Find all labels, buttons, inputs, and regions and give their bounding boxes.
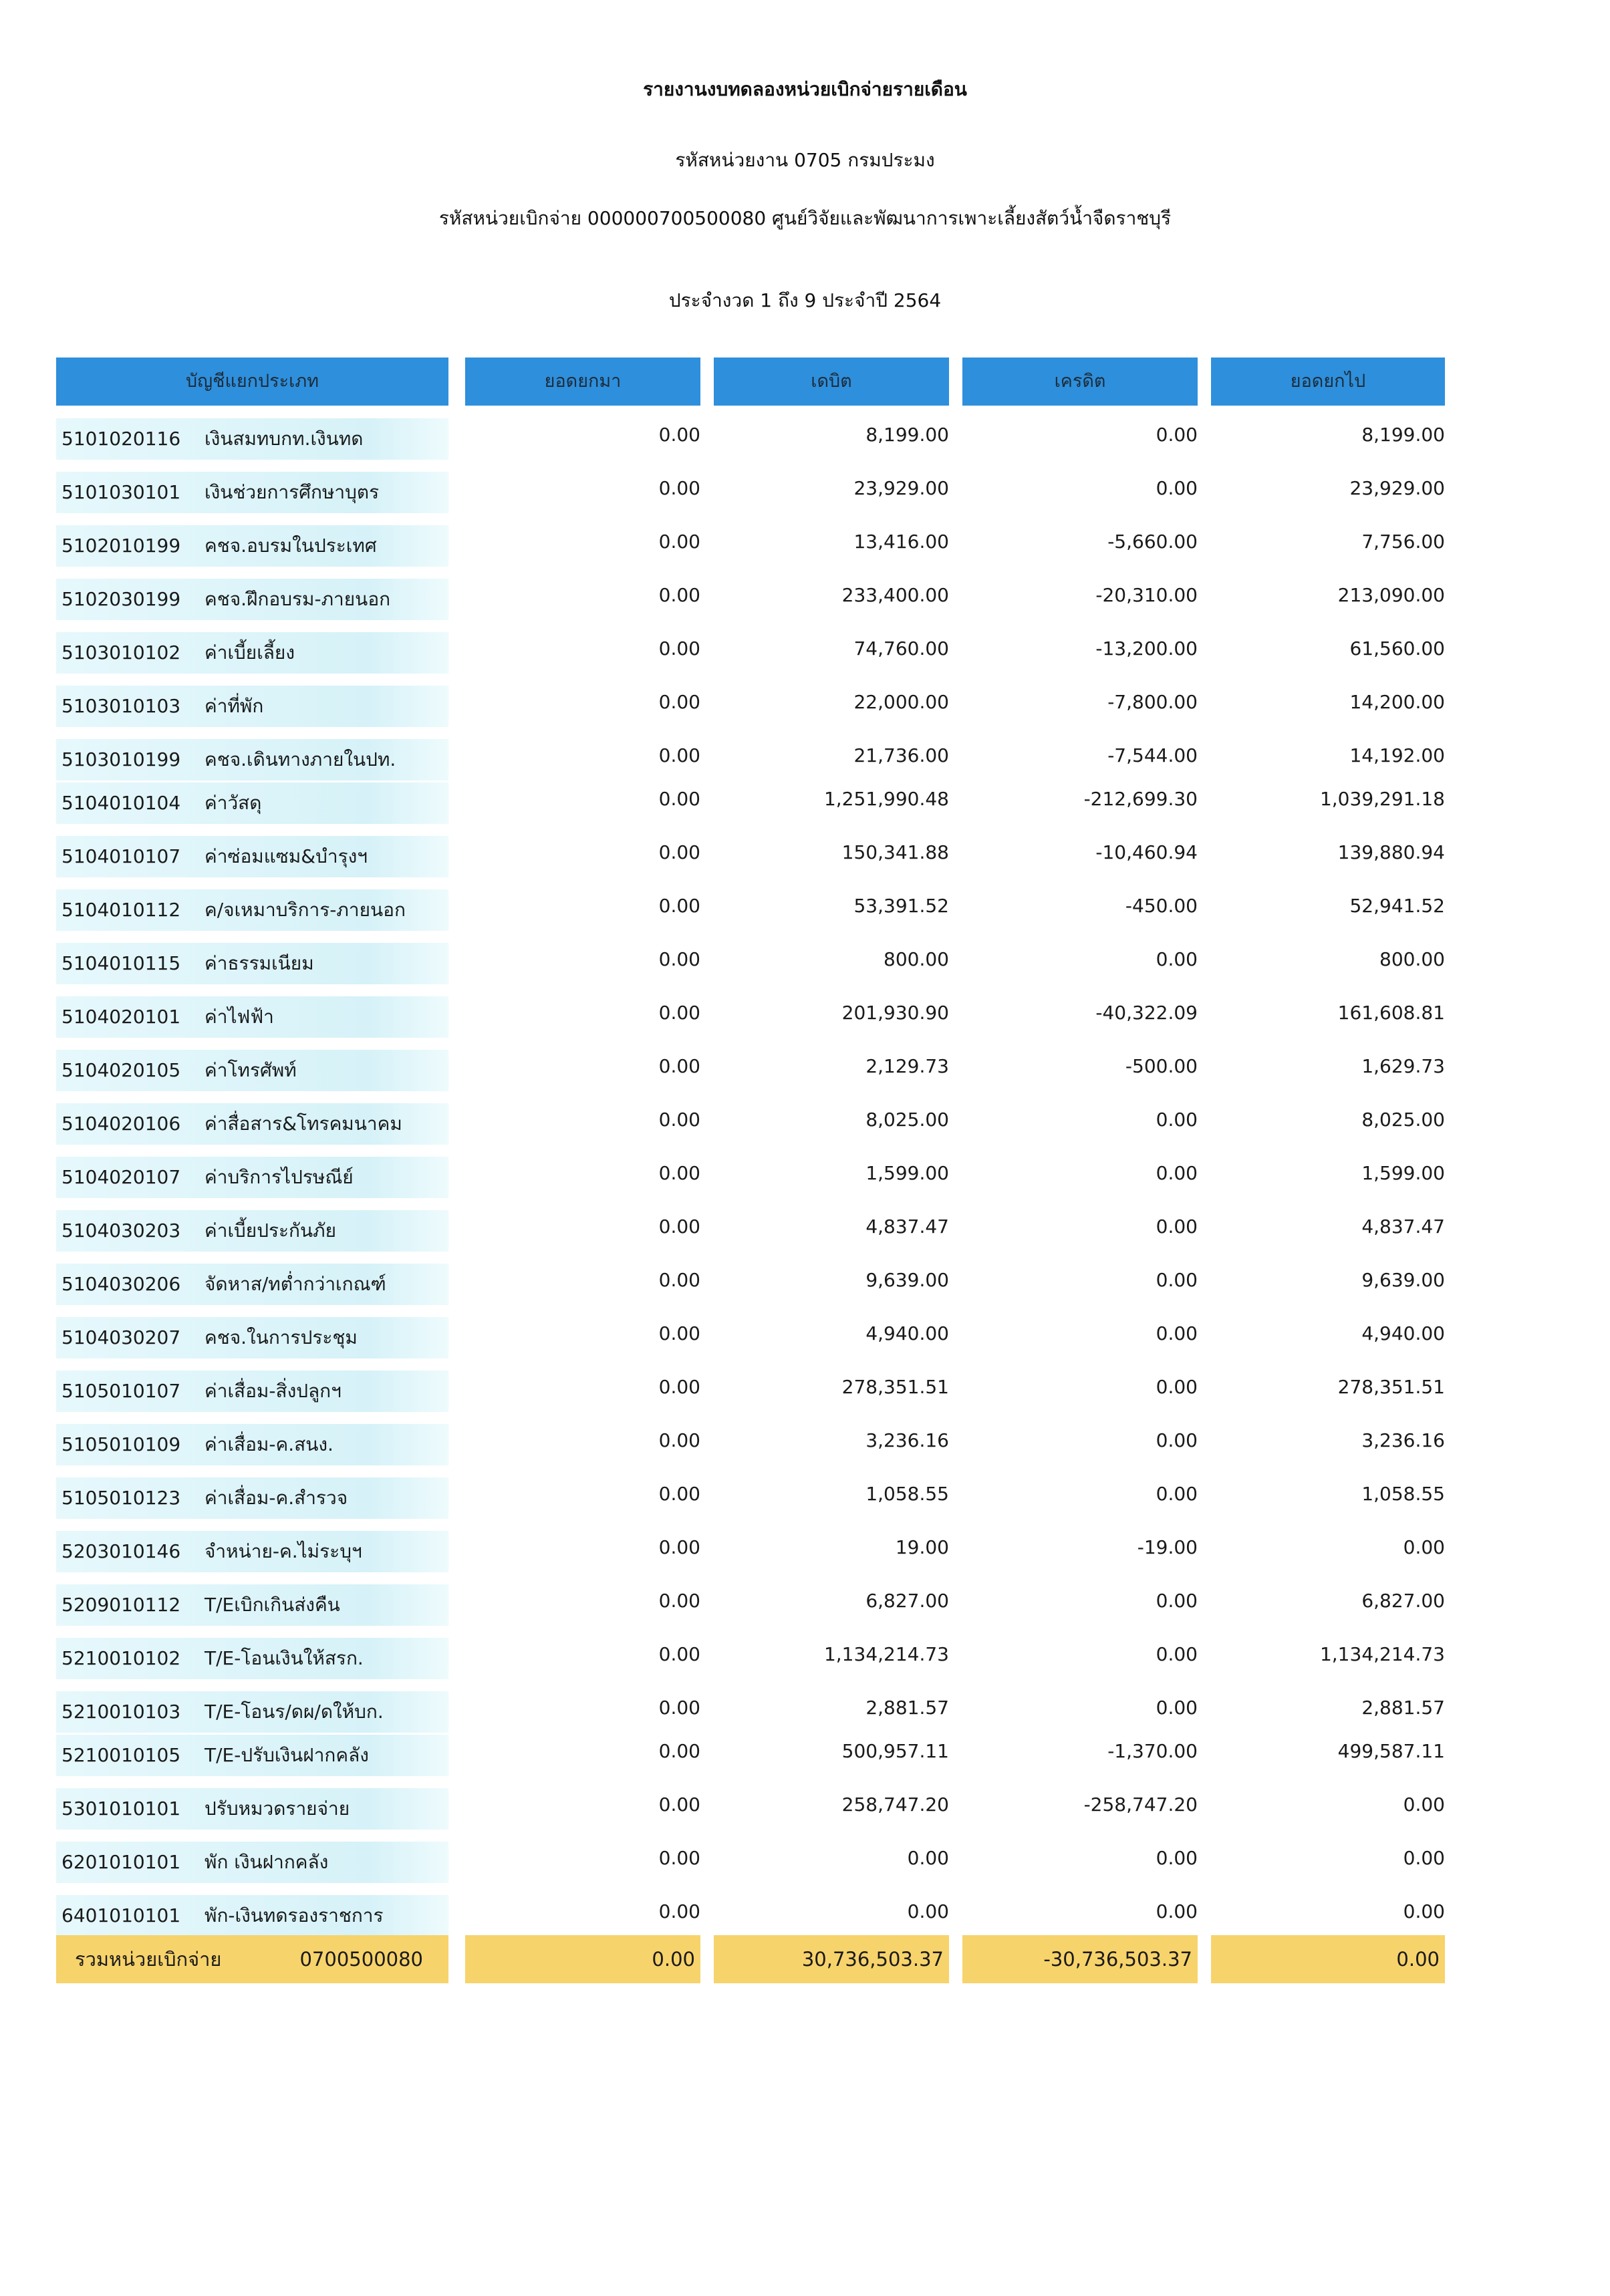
brought-forward-value: 0.00 — [658, 477, 700, 499]
debit-value: 53,391.52 — [853, 895, 949, 917]
account-name: พัก-เงินทดรองราชการ — [205, 1904, 384, 1926]
account-name: ค่าวัสดุ — [205, 792, 262, 814]
debit-value: 0.00 — [907, 1900, 949, 1922]
account-cell — [56, 686, 448, 727]
account-name: ปรับหมวดรายจ่าย — [205, 1798, 350, 1820]
credit-value: 0.00 — [1156, 1322, 1198, 1344]
account-code: 5301010101 — [61, 1798, 181, 1820]
debit-value: 74,760.00 — [853, 637, 949, 660]
debit-value: 258,747.20 — [841, 1793, 949, 1816]
account-name: ค่าธรรมเนียม — [205, 952, 314, 974]
debit-value: 233,400.00 — [841, 584, 949, 606]
brought-forward-value: 0.00 — [658, 1162, 700, 1184]
account-name: ค่าเสื่อม-ค.สำรวจ — [205, 1487, 348, 1509]
debit-value: 201,930.90 — [841, 1002, 949, 1024]
debit-value: 4,940.00 — [865, 1322, 949, 1344]
debit-value: 2,129.73 — [865, 1055, 949, 1077]
credit-value: 0.00 — [1156, 1215, 1198, 1238]
credit-value: -7,544.00 — [1107, 744, 1198, 766]
account-name: คชจ.ฝึกอบรม-ภายนอก — [205, 588, 391, 610]
carried-forward-value: 1,599.00 — [1361, 1162, 1445, 1184]
total-row — [56, 1935, 1448, 1983]
table-row — [56, 1367, 1448, 1413]
brought-forward-value: 0.00 — [658, 1643, 700, 1665]
carried-forward-value: 800.00 — [1379, 948, 1445, 970]
account-name: ค/จเหมาบริการ-ภายนอก — [205, 899, 406, 921]
debit-value: 8,199.00 — [865, 424, 949, 446]
account-code: 5210010105 — [61, 1744, 181, 1766]
carried-forward-value: 0.00 — [1403, 1793, 1445, 1816]
table-row — [56, 1046, 1448, 1093]
brought-forward-value: 0.00 — [658, 1536, 700, 1558]
account-name: T/Eเบิกเกินส่งคืน — [205, 1594, 340, 1616]
account-code: 5101030101 — [61, 481, 181, 503]
account-name: ค่าเบี้ยเลี้ยง — [205, 641, 295, 664]
table-row — [56, 414, 1448, 461]
table-row — [56, 1099, 1448, 1146]
credit-value: 0.00 — [1156, 1376, 1198, 1398]
carried-forward-value: 23,929.00 — [1349, 477, 1445, 499]
table-row — [56, 1634, 1448, 1681]
brought-forward-value: 0.00 — [658, 1002, 700, 1024]
table-header — [56, 357, 1448, 406]
account-code: 5104010112 — [61, 899, 181, 921]
col-header-carried-forward: ยอดยกไป — [1211, 357, 1445, 406]
total-label: รวมหน่วยเบิกจ่าย — [75, 1948, 222, 1971]
account-cell — [56, 525, 448, 567]
debit-value: 8,025.00 — [865, 1109, 949, 1131]
brought-forward-value: 0.00 — [658, 1269, 700, 1291]
credit-value: 0.00 — [1156, 1483, 1198, 1505]
brought-forward-value: 0.00 — [658, 1590, 700, 1612]
table-row — [56, 778, 1448, 825]
account-cell — [56, 1735, 448, 1776]
account-name: ค่าสื่อสาร&โทรคมนาคม — [205, 1113, 402, 1135]
period-line: ประจำงวด 1 ถึง 9 ประจำปี 2564 — [668, 289, 942, 311]
debit-value: 13,416.00 — [853, 531, 949, 553]
account-name: ค่าเสื่อม-ค.สนง. — [205, 1433, 333, 1455]
debit-value: 4,837.47 — [865, 1215, 949, 1238]
account-code: 5102010199 — [61, 535, 181, 557]
table-row — [56, 1313, 1448, 1360]
debit-value: 0.00 — [907, 1847, 949, 1869]
total-carried-forward: 0.00 — [1211, 1935, 1445, 1983]
account-cell — [56, 418, 448, 460]
account-code: 5203010146 — [61, 1540, 181, 1562]
brought-forward-value: 0.00 — [658, 1055, 700, 1077]
brought-forward-value: 0.00 — [658, 841, 700, 863]
debit-value: 19.00 — [895, 1536, 949, 1558]
account-cell — [56, 1103, 448, 1145]
account-name: ค่าไฟฟ้า — [205, 1006, 274, 1028]
account-cell — [56, 996, 448, 1038]
carried-forward-value: 0.00 — [1403, 1847, 1445, 1869]
credit-value: -212,699.30 — [1083, 788, 1198, 810]
debit-value: 21,736.00 — [853, 744, 949, 766]
total-credit: -30,736,503.37 — [962, 1935, 1198, 1983]
table-row — [56, 1687, 1448, 1734]
account-cell — [56, 1317, 448, 1358]
account-code: 5104020107 — [61, 1166, 181, 1188]
account-code: 5104010115 — [61, 952, 181, 974]
credit-value: 0.00 — [1156, 1643, 1198, 1665]
carried-forward-value: 3,236.16 — [1361, 1429, 1445, 1451]
credit-value: 0.00 — [1156, 948, 1198, 970]
brought-forward-value: 0.00 — [658, 1697, 700, 1719]
table-row — [56, 575, 1448, 621]
disbursing-unit-line: รหัสหน่วยเบิกจ่าย 000000700500080 ศูนย์วิจัยและพัฒนาการเพาะเลี้ยงสัตว์น้ำจืดราชบุรี — [438, 207, 1172, 229]
carried-forward-value: 1,134,214.73 — [1319, 1643, 1445, 1665]
table-row — [56, 939, 1448, 986]
account-code: 5210010103 — [61, 1701, 181, 1723]
account-code: 5104030203 — [61, 1219, 181, 1242]
account-name: คชจ.อบรมในประเทศ — [205, 535, 377, 557]
account-name: T/E-โอนเงินให้สรก. — [205, 1647, 364, 1669]
carried-forward-value: 161,608.81 — [1337, 1002, 1445, 1024]
credit-value: -258,747.20 — [1083, 1793, 1198, 1816]
agency-line: รหัสหน่วยงาน 0705 กรมประมง — [675, 149, 935, 171]
credit-value: -10,460.94 — [1095, 841, 1198, 863]
brought-forward-value: 0.00 — [658, 1483, 700, 1505]
debit-value: 6,827.00 — [865, 1590, 949, 1612]
account-name: เงินช่วยการศึกษาบุตร — [205, 481, 380, 503]
credit-value: 0.00 — [1156, 477, 1198, 499]
credit-value: -5,660.00 — [1107, 531, 1198, 553]
account-code: 5210010102 — [61, 1647, 181, 1669]
account-code: 5103010102 — [61, 641, 181, 664]
debit-value: 9,639.00 — [865, 1269, 949, 1291]
debit-value: 278,351.51 — [841, 1376, 949, 1398]
total-code: 0700500080 — [299, 1948, 423, 1971]
brought-forward-value: 0.00 — [658, 637, 700, 660]
credit-value: -1,370.00 — [1107, 1740, 1198, 1762]
account-name: T/E-ปรับเงินฝากคลัง — [205, 1744, 369, 1766]
debit-value: 1,134,214.73 — [823, 1643, 949, 1665]
total-label-cell — [56, 1935, 448, 1983]
debit-value: 1,599.00 — [865, 1162, 949, 1184]
credit-value: -13,200.00 — [1095, 637, 1198, 660]
table-row — [56, 1784, 1448, 1831]
brought-forward-value: 0.00 — [658, 895, 700, 917]
credit-value: 0.00 — [1156, 1269, 1198, 1291]
debit-value: 22,000.00 — [853, 691, 949, 713]
carried-forward-value: 14,200.00 — [1349, 691, 1445, 713]
table-row — [56, 992, 1448, 1039]
table-row — [56, 1473, 1448, 1520]
account-cell — [56, 1584, 448, 1626]
total-debit: 30,736,503.37 — [714, 1935, 949, 1983]
table-row — [56, 1206, 1448, 1253]
account-name: เงินสมทบกท.เงินทด — [205, 428, 364, 450]
table-row — [56, 1838, 1448, 1884]
brought-forward-value: 0.00 — [658, 1109, 700, 1131]
account-code: 5104020101 — [61, 1006, 181, 1028]
credit-value: -450.00 — [1125, 895, 1198, 917]
carried-forward-value: 0.00 — [1403, 1900, 1445, 1922]
account-code: 5102030199 — [61, 588, 181, 610]
account-cell — [56, 1210, 448, 1252]
brought-forward-value: 0.00 — [658, 744, 700, 766]
account-code: 5105010123 — [61, 1487, 181, 1509]
debit-value: 800.00 — [884, 948, 949, 970]
account-code: 5104030207 — [61, 1326, 181, 1348]
table-row — [56, 682, 1448, 728]
account-name: คชจ.เดินทางภายในปท. — [205, 748, 396, 770]
carried-forward-value: 4,940.00 — [1361, 1322, 1445, 1344]
account-name: จำหน่าย-ค.ไม่ระบุฯ — [205, 1540, 362, 1562]
account-cell — [56, 943, 448, 984]
account-cell — [56, 632, 448, 674]
credit-value: 0.00 — [1156, 1900, 1198, 1922]
account-name: ค่าซ่อมแซม&บำรุงฯ — [205, 845, 368, 867]
carried-forward-value: 6,827.00 — [1361, 1590, 1445, 1612]
carried-forward-value: 8,025.00 — [1361, 1109, 1445, 1131]
carried-forward-value: 1,039,291.18 — [1319, 788, 1445, 810]
table-row — [56, 521, 1448, 568]
table-row — [56, 1891, 1448, 1938]
carried-forward-value: 14,192.00 — [1349, 744, 1445, 766]
table-row — [56, 885, 1448, 932]
account-name: T/E-โอนร/ดผ/ดให้บก. — [205, 1701, 384, 1723]
account-name: ค่าบริการไปรษณีย์ — [205, 1166, 354, 1188]
table-row — [56, 1260, 1448, 1306]
account-cell — [56, 1264, 448, 1305]
account-cell — [56, 1424, 448, 1465]
carried-forward-value: 8,199.00 — [1361, 424, 1445, 446]
brought-forward-value: 0.00 — [658, 788, 700, 810]
brought-forward-value: 0.00 — [658, 1322, 700, 1344]
report-title: รายงานงบทดลองหน่วยเบิกจ่ายรายเดือน — [643, 78, 967, 100]
brought-forward-value: 0.00 — [658, 691, 700, 713]
account-name: ค่าที่พัก — [205, 695, 264, 717]
carried-forward-value: 139,880.94 — [1337, 841, 1445, 863]
account-cell — [56, 889, 448, 931]
table-row — [56, 468, 1448, 515]
account-code: 5103010199 — [61, 748, 181, 770]
brought-forward-value: 0.00 — [658, 948, 700, 970]
carried-forward-value: 1,629.73 — [1361, 1055, 1445, 1077]
account-code: 5105010107 — [61, 1380, 181, 1402]
account-code: 5104010107 — [61, 845, 181, 867]
account-code: 6401010101 — [61, 1904, 181, 1926]
brought-forward-value: 0.00 — [658, 1429, 700, 1451]
credit-value: -7,800.00 — [1107, 691, 1198, 713]
col-header-credit: เครดิต — [962, 357, 1198, 406]
credit-value: -19.00 — [1137, 1536, 1198, 1558]
brought-forward-value: 0.00 — [658, 1215, 700, 1238]
trial-balance-table — [56, 357, 1448, 1926]
debit-value: 500,957.11 — [841, 1740, 949, 1762]
account-name: ค่าโทรศัพท์ — [205, 1059, 297, 1081]
debit-value: 23,929.00 — [853, 477, 949, 499]
carried-forward-value: 499,587.11 — [1337, 1740, 1445, 1762]
account-cell — [56, 1371, 448, 1412]
account-cell — [56, 472, 448, 513]
credit-value: 0.00 — [1156, 1109, 1198, 1131]
col-header-account: บัญชีแยกประเภท — [56, 357, 448, 406]
account-code: 5104020105 — [61, 1059, 181, 1081]
credit-value: 0.00 — [1156, 1697, 1198, 1719]
col-header-brought-forward: ยอดยกมา — [465, 357, 700, 406]
carried-forward-value: 2,881.57 — [1361, 1697, 1445, 1719]
account-cell — [56, 1842, 448, 1883]
account-code: 5104010104 — [61, 792, 181, 814]
account-name: ค่าเสื่อม-สิ่งปลูกฯ — [205, 1380, 342, 1402]
account-code: 5209010112 — [61, 1594, 181, 1616]
credit-value: 0.00 — [1156, 1847, 1198, 1869]
debit-value: 1,058.55 — [865, 1483, 949, 1505]
table-row — [56, 628, 1448, 675]
account-code: 5101020116 — [61, 428, 181, 450]
credit-value: -20,310.00 — [1095, 584, 1198, 606]
brought-forward-value: 0.00 — [658, 1740, 700, 1762]
table-row — [56, 1420, 1448, 1467]
brought-forward-value: 0.00 — [658, 531, 700, 553]
table-row — [56, 735, 1448, 782]
account-code: 6201010101 — [61, 1851, 181, 1873]
account-cell — [56, 836, 448, 877]
credit-value: 0.00 — [1156, 1429, 1198, 1451]
col-header-debit: เดบิต — [714, 357, 949, 406]
carried-forward-value: 9,639.00 — [1361, 1269, 1445, 1291]
account-cell — [56, 1638, 448, 1679]
brought-forward-value: 0.00 — [658, 1376, 700, 1398]
account-name: พัก เงินฝากคลัง — [205, 1851, 329, 1873]
account-cell — [56, 1477, 448, 1519]
table-row — [56, 1580, 1448, 1627]
debit-value: 2,881.57 — [865, 1697, 949, 1719]
account-code: 5104020106 — [61, 1113, 181, 1135]
carried-forward-value: 52,941.52 — [1349, 895, 1445, 917]
credit-value: 0.00 — [1156, 1162, 1198, 1184]
carried-forward-value: 213,090.00 — [1337, 584, 1445, 606]
account-cell — [56, 1691, 448, 1733]
total-brought-forward: 0.00 — [465, 1935, 700, 1983]
carried-forward-value: 278,351.51 — [1337, 1376, 1445, 1398]
account-code: 5103010103 — [61, 695, 181, 717]
brought-forward-value: 0.00 — [658, 1900, 700, 1922]
account-cell — [56, 579, 448, 620]
account-cell — [56, 1531, 448, 1572]
account-cell — [56, 1895, 448, 1936]
carried-forward-value: 0.00 — [1403, 1536, 1445, 1558]
carried-forward-value: 7,756.00 — [1361, 531, 1445, 553]
credit-value: -40,322.09 — [1095, 1002, 1198, 1024]
account-cell — [56, 1050, 448, 1091]
brought-forward-value: 0.00 — [658, 1793, 700, 1816]
brought-forward-value: 0.00 — [658, 1847, 700, 1869]
brought-forward-value: 0.00 — [658, 584, 700, 606]
debit-value: 3,236.16 — [865, 1429, 949, 1451]
debit-value: 150,341.88 — [841, 841, 949, 863]
carried-forward-value: 1,058.55 — [1361, 1483, 1445, 1505]
table-row — [56, 1153, 1448, 1199]
carried-forward-value: 61,560.00 — [1349, 637, 1445, 660]
credit-value: 0.00 — [1156, 1590, 1198, 1612]
account-cell — [56, 1157, 448, 1198]
account-name: จัดหาส/ทต่ำกว่าเกณฑ์ — [205, 1273, 386, 1295]
table-row — [56, 1731, 1448, 1777]
table-row — [56, 832, 1448, 879]
table-row — [56, 1527, 1448, 1574]
account-name: คชจ.ในการประชุม — [205, 1326, 358, 1348]
account-cell — [56, 1788, 448, 1830]
account-name: ค่าเบี้ยประกันภัย — [205, 1219, 337, 1242]
account-code: 5105010109 — [61, 1433, 181, 1455]
credit-value: -500.00 — [1125, 1055, 1198, 1077]
account-cell — [56, 739, 448, 780]
brought-forward-value: 0.00 — [658, 424, 700, 446]
credit-value: 0.00 — [1156, 424, 1198, 446]
account-cell — [56, 782, 448, 824]
account-code: 5104030206 — [61, 1273, 181, 1295]
debit-value: 1,251,990.48 — [823, 788, 949, 810]
carried-forward-value: 4,837.47 — [1361, 1215, 1445, 1238]
